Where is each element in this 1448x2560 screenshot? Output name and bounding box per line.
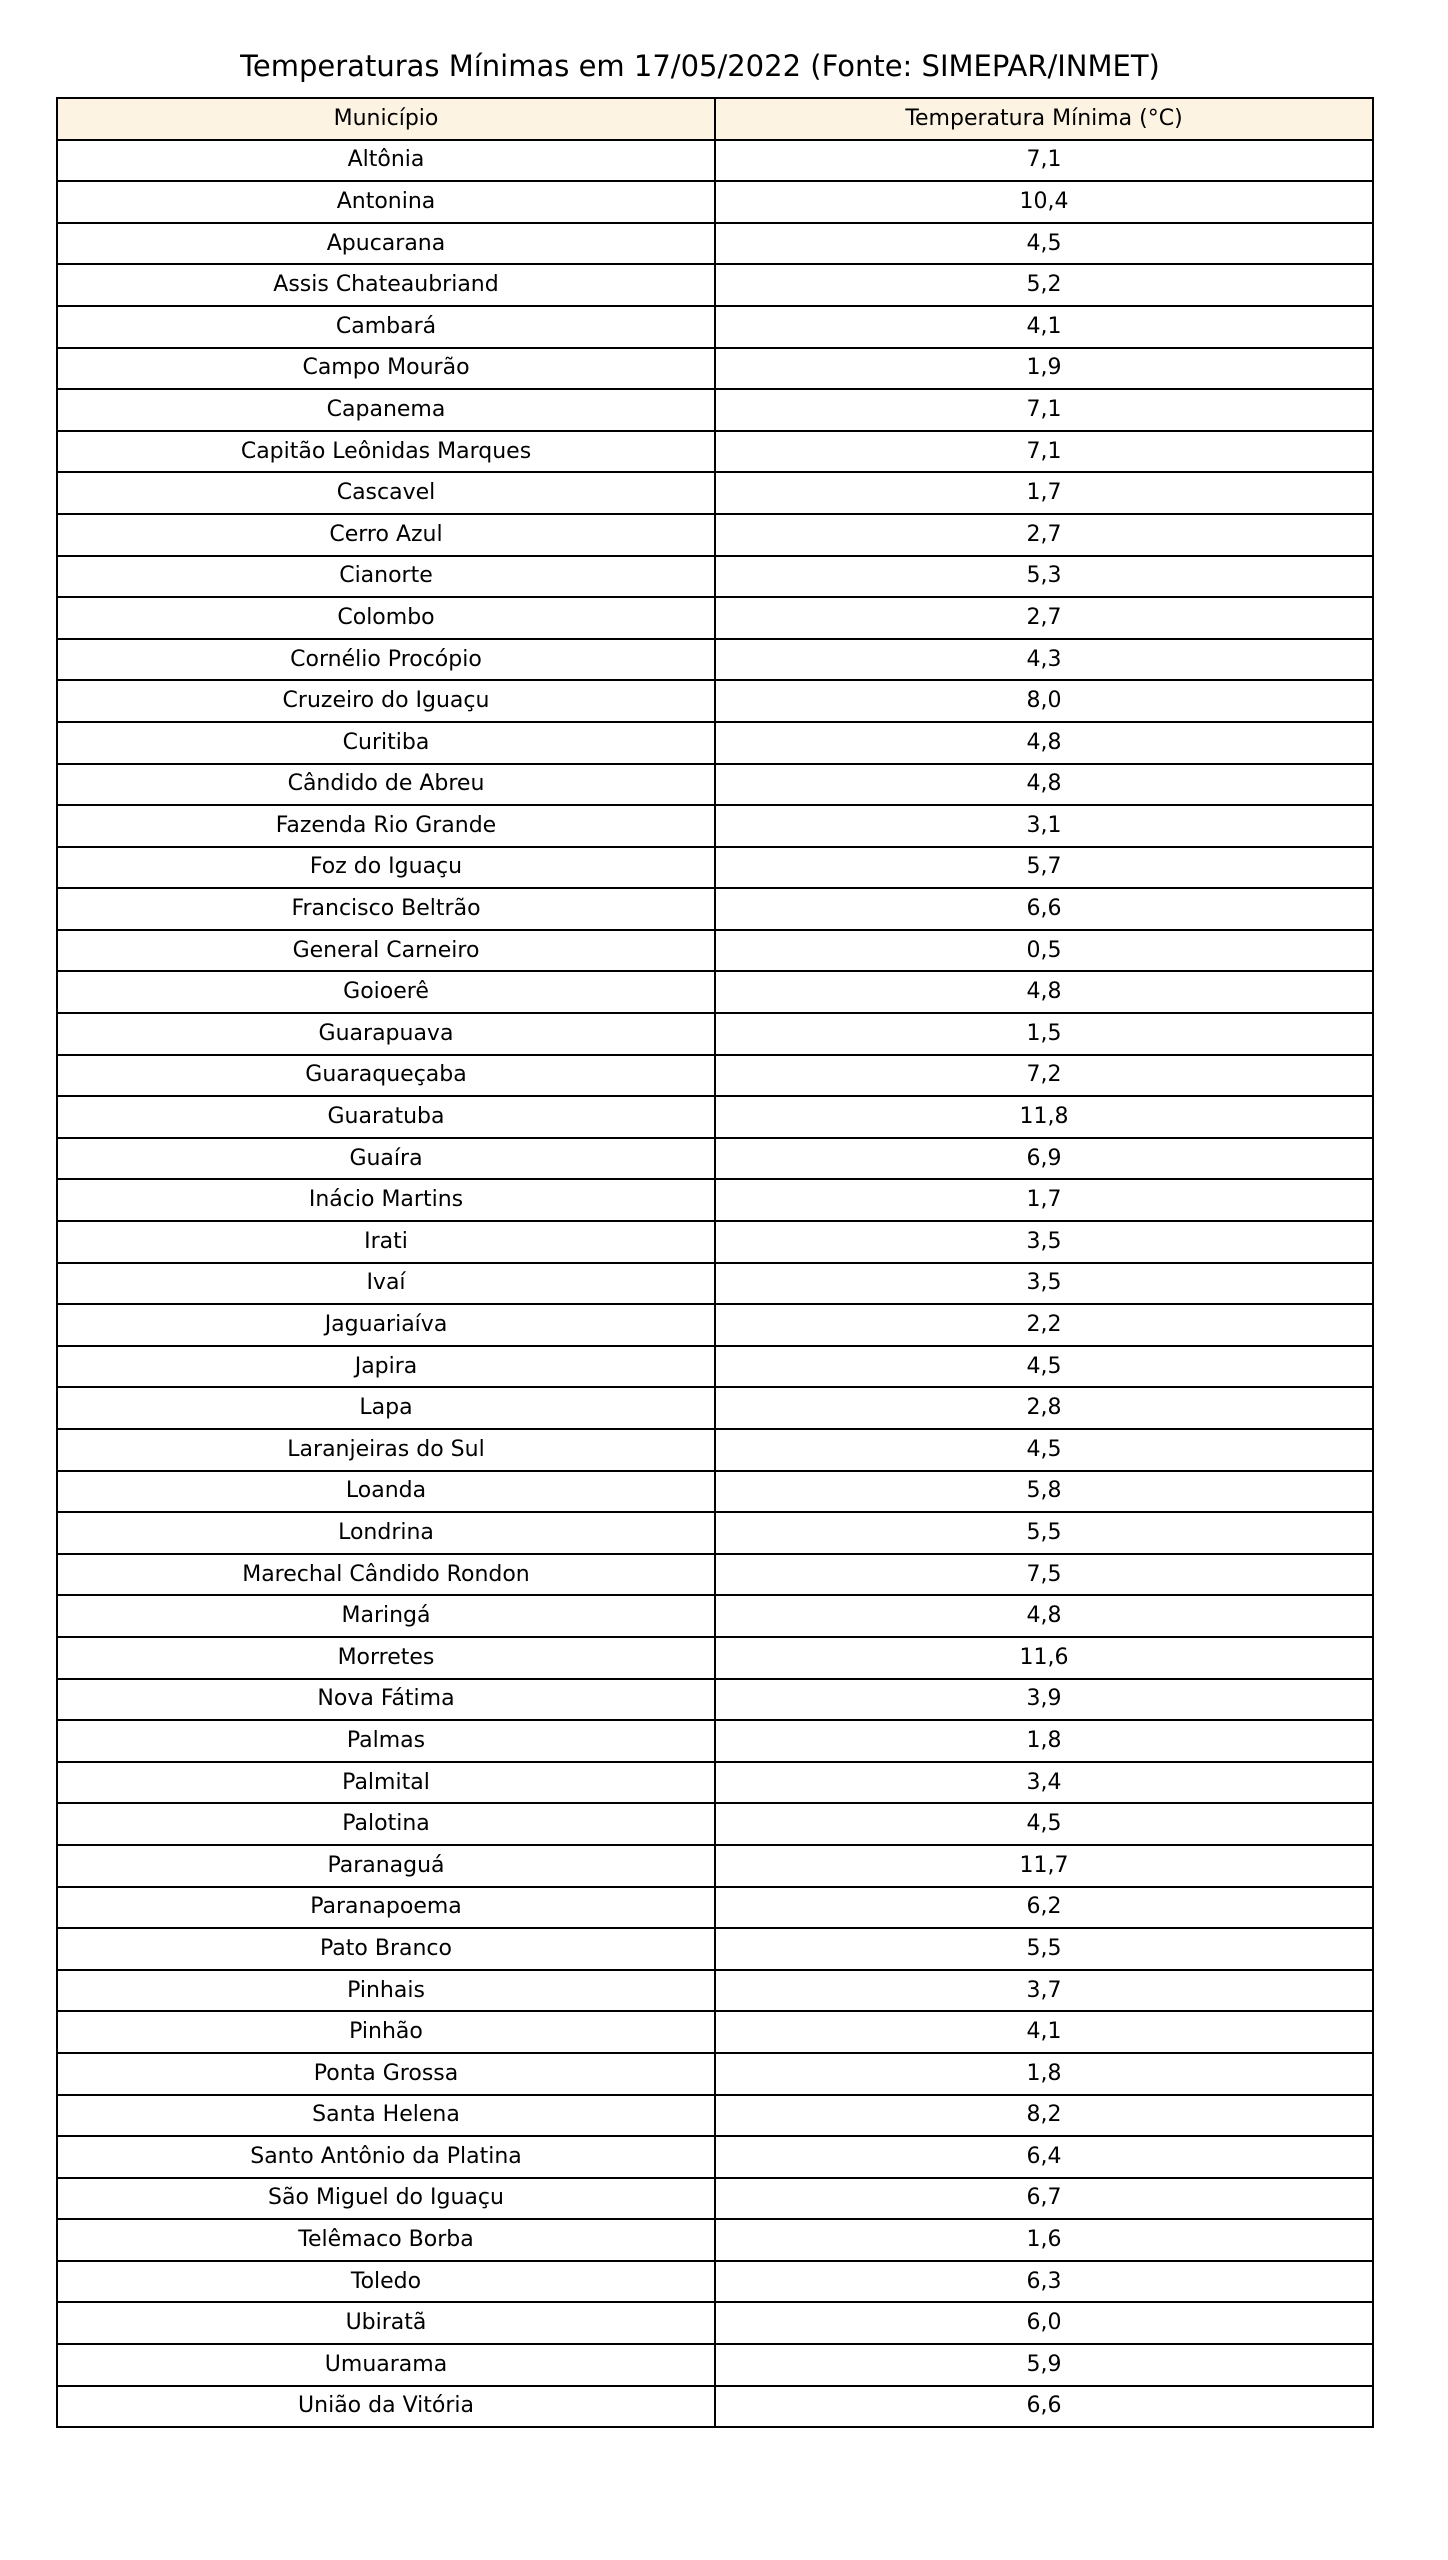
temperatura-cell: 1,8 xyxy=(715,1720,1373,1762)
municipio-cell: Cornélio Procópio xyxy=(57,639,715,681)
municipio-cell: Campo Mourão xyxy=(57,348,715,390)
municipio-cell: Francisco Beltrão xyxy=(57,888,715,930)
municipio-cell: Japira xyxy=(57,1346,715,1388)
table-row xyxy=(57,1096,1373,1138)
column-header-municipio: Município xyxy=(57,98,715,140)
temperatura-cell: 1,6 xyxy=(715,2219,1373,2261)
temperatura-cell: 1,8 xyxy=(715,2053,1373,2095)
municipio-cell: Lapa xyxy=(57,1387,715,1429)
municipio-cell: Maringá xyxy=(57,1595,715,1637)
temperatura-cell: 4,5 xyxy=(715,1346,1373,1388)
municipio-cell: Pinhão xyxy=(57,2011,715,2053)
header-row xyxy=(57,98,1373,140)
temperatura-cell: 5,3 xyxy=(715,556,1373,598)
table-body xyxy=(57,140,1373,2428)
municipio-cell: Guaraqueçaba xyxy=(57,1055,715,1097)
municipio-cell: Umuarama xyxy=(57,2344,715,2386)
temperatura-cell: 5,2 xyxy=(715,264,1373,306)
municipio-cell: Foz do Iguaçu xyxy=(57,847,715,889)
municipio-cell: Capitão Leônidas Marques xyxy=(57,431,715,473)
table-row xyxy=(57,1055,1373,1097)
temperatura-cell: 2,2 xyxy=(715,1304,1373,1346)
temperatura-cell: 5,5 xyxy=(715,1512,1373,1554)
temperatura-cell: 7,5 xyxy=(715,1554,1373,1596)
temperatura-cell: 4,5 xyxy=(715,1803,1373,1845)
temperatura-cell: 4,8 xyxy=(715,1595,1373,1637)
table-row xyxy=(57,1928,1373,1970)
temperatura-cell: 3,5 xyxy=(715,1221,1373,1263)
temperatura-cell: 3,5 xyxy=(715,1263,1373,1305)
municipio-cell: Palmas xyxy=(57,1720,715,1762)
temperatura-cell: 6,9 xyxy=(715,1138,1373,1180)
temperatura-cell: 3,7 xyxy=(715,1970,1373,2012)
municipio-cell: Londrina xyxy=(57,1512,715,1554)
table-row xyxy=(57,389,1373,431)
municipio-cell: São Miguel do Iguaçu xyxy=(57,2178,715,2220)
municipio-cell: Curitiba xyxy=(57,722,715,764)
table-row xyxy=(57,2386,1373,2428)
table-row xyxy=(57,2219,1373,2261)
table-row xyxy=(57,556,1373,598)
municipio-cell: Nova Fátima xyxy=(57,1679,715,1721)
municipio-cell: Loanda xyxy=(57,1471,715,1513)
table-row xyxy=(57,1720,1373,1762)
temperatura-cell: 5,9 xyxy=(715,2344,1373,2386)
table-row xyxy=(57,2011,1373,2053)
table-header xyxy=(57,98,1373,140)
municipio-cell: Cambará xyxy=(57,306,715,348)
table-row xyxy=(57,1429,1373,1471)
temperatura-cell: 6,2 xyxy=(715,1887,1373,1929)
table-row xyxy=(57,2178,1373,2220)
municipio-cell: Santa Helena xyxy=(57,2095,715,2137)
temperatura-cell: 7,1 xyxy=(715,389,1373,431)
table-row xyxy=(57,2053,1373,2095)
temperatura-cell: 3,4 xyxy=(715,1762,1373,1804)
municipio-cell: Paranaguá xyxy=(57,1845,715,1887)
table-row xyxy=(57,1554,1373,1596)
municipio-cell: Cianorte xyxy=(57,556,715,598)
table-row xyxy=(57,722,1373,764)
table-row xyxy=(57,639,1373,681)
municipio-cell: Pato Branco xyxy=(57,1928,715,1970)
table-row xyxy=(57,223,1373,265)
temperatura-cell: 5,5 xyxy=(715,1928,1373,1970)
temperatura-cell: 8,2 xyxy=(715,2095,1373,2137)
municipio-cell: Inácio Martins xyxy=(57,1179,715,1221)
table-row xyxy=(57,1221,1373,1263)
temperatura-cell: 1,7 xyxy=(715,1179,1373,1221)
temperatura-cell: 7,1 xyxy=(715,431,1373,473)
municipio-cell: União da Vitória xyxy=(57,2386,715,2428)
table-row xyxy=(57,1346,1373,1388)
column-header-temperatura: Temperatura Mínima (°C) xyxy=(715,98,1373,140)
temperatura-cell: 8,0 xyxy=(715,680,1373,722)
municipio-cell: Guarapuava xyxy=(57,1013,715,1055)
table-row xyxy=(57,971,1373,1013)
municipio-cell: Palotina xyxy=(57,1803,715,1845)
table-row xyxy=(57,930,1373,972)
table-row xyxy=(57,2136,1373,2178)
municipio-cell: Altônia xyxy=(57,140,715,182)
table-row xyxy=(57,348,1373,390)
table-row xyxy=(57,1512,1373,1554)
table-row xyxy=(57,1679,1373,1721)
municipio-cell: Fazenda Rio Grande xyxy=(57,805,715,847)
table-row xyxy=(57,1179,1373,1221)
municipio-cell: Ubiratã xyxy=(57,2302,715,2344)
table-row xyxy=(57,2095,1373,2137)
temperatura-cell: 7,1 xyxy=(715,140,1373,182)
municipio-cell: Marechal Cândido Rondon xyxy=(57,1554,715,1596)
table-row xyxy=(57,306,1373,348)
table-row xyxy=(57,1013,1373,1055)
table-row xyxy=(57,1845,1373,1887)
temperatura-cell: 7,2 xyxy=(715,1055,1373,1097)
temperatura-cell: 4,8 xyxy=(715,971,1373,1013)
municipio-cell: Capanema xyxy=(57,389,715,431)
table-row xyxy=(57,1304,1373,1346)
municipio-cell: Laranjeiras do Sul xyxy=(57,1429,715,1471)
municipio-cell: Santo Antônio da Platina xyxy=(57,2136,715,2178)
table-row xyxy=(57,1595,1373,1637)
municipio-cell: Cascavel xyxy=(57,472,715,514)
table-row xyxy=(57,597,1373,639)
temperatura-cell: 2,7 xyxy=(715,597,1373,639)
temperatura-cell: 5,7 xyxy=(715,847,1373,889)
temperatura-cell: 4,3 xyxy=(715,639,1373,681)
temperatura-cell: 3,1 xyxy=(715,805,1373,847)
municipio-cell: Telêmaco Borba xyxy=(57,2219,715,2261)
temperatura-cell: 10,4 xyxy=(715,181,1373,223)
municipio-cell: Jaguariaíva xyxy=(57,1304,715,1346)
temperatura-cell: 6,6 xyxy=(715,888,1373,930)
temperatura-cell: 3,9 xyxy=(715,1679,1373,1721)
table-row xyxy=(57,2344,1373,2386)
table-row xyxy=(57,888,1373,930)
temperatura-cell: 1,5 xyxy=(715,1013,1373,1055)
table-row xyxy=(57,1887,1373,1929)
table-row xyxy=(57,847,1373,889)
temperatura-cell: 4,1 xyxy=(715,2011,1373,2053)
municipio-cell: Ivaí xyxy=(57,1263,715,1305)
table-row xyxy=(57,2302,1373,2344)
temperatura-cell: 5,8 xyxy=(715,1471,1373,1513)
table-row xyxy=(57,514,1373,556)
table-row xyxy=(57,764,1373,806)
table-row xyxy=(57,1263,1373,1305)
temperatura-cell: 6,6 xyxy=(715,2386,1373,2428)
municipio-cell: Paranapoema xyxy=(57,1887,715,1929)
municipio-cell: Antonina xyxy=(57,181,715,223)
temperatura-cell: 1,7 xyxy=(715,472,1373,514)
temperatura-cell: 0,5 xyxy=(715,930,1373,972)
municipio-cell: Palmital xyxy=(57,1762,715,1804)
table-row xyxy=(57,1762,1373,1804)
temperatura-cell: 4,1 xyxy=(715,306,1373,348)
municipio-cell: Morretes xyxy=(57,1637,715,1679)
temperatura-cell: 4,8 xyxy=(715,722,1373,764)
table-row xyxy=(57,1803,1373,1845)
temperatura-cell: 1,9 xyxy=(715,348,1373,390)
temperatura-cell: 2,7 xyxy=(715,514,1373,556)
table-row xyxy=(57,1637,1373,1679)
municipio-cell: Pinhais xyxy=(57,1970,715,2012)
temperatura-cell: 11,7 xyxy=(715,1845,1373,1887)
temperatura-cell: 2,8 xyxy=(715,1387,1373,1429)
temperatura-cell: 6,4 xyxy=(715,2136,1373,2178)
table-row xyxy=(57,1970,1373,2012)
temperature-table xyxy=(56,97,1374,2428)
temperatura-cell: 6,3 xyxy=(715,2261,1373,2303)
municipio-cell: Colombo xyxy=(57,597,715,639)
temperatura-cell: 4,5 xyxy=(715,1429,1373,1471)
temperatura-cell: 4,5 xyxy=(715,223,1373,265)
table-row xyxy=(57,181,1373,223)
municipio-cell: Apucarana xyxy=(57,223,715,265)
municipio-cell: Cruzeiro do Iguaçu xyxy=(57,680,715,722)
table-row xyxy=(57,805,1373,847)
table-row xyxy=(57,1387,1373,1429)
table-title: Temperaturas Mínimas em 17/05/2022 (Fonte: SIMEPAR/INMET) xyxy=(240,49,1160,83)
table-row xyxy=(57,264,1373,306)
table-row xyxy=(57,1138,1373,1180)
table-row xyxy=(57,431,1373,473)
temperatura-cell: 6,0 xyxy=(715,2302,1373,2344)
temperatura-cell: 4,8 xyxy=(715,764,1373,806)
municipio-cell: Assis Chateaubriand xyxy=(57,264,715,306)
table-row xyxy=(57,472,1373,514)
table-row xyxy=(57,2261,1373,2303)
table-row xyxy=(57,140,1373,182)
municipio-cell: Cerro Azul xyxy=(57,514,715,556)
municipio-cell: Guaratuba xyxy=(57,1096,715,1138)
temperatura-cell: 11,8 xyxy=(715,1096,1373,1138)
temperatura-cell: 6,7 xyxy=(715,2178,1373,2220)
municipio-cell: General Carneiro xyxy=(57,930,715,972)
municipio-cell: Goioerê xyxy=(57,971,715,1013)
table-row xyxy=(57,680,1373,722)
table-row xyxy=(57,1471,1373,1513)
temperatura-cell: 11,6 xyxy=(715,1637,1373,1679)
municipio-cell: Irati xyxy=(57,1221,715,1263)
municipio-cell: Guaíra xyxy=(57,1138,715,1180)
municipio-cell: Toledo xyxy=(57,2261,715,2303)
municipio-cell: Cândido de Abreu xyxy=(57,764,715,806)
municipio-cell: Ponta Grossa xyxy=(57,2053,715,2095)
